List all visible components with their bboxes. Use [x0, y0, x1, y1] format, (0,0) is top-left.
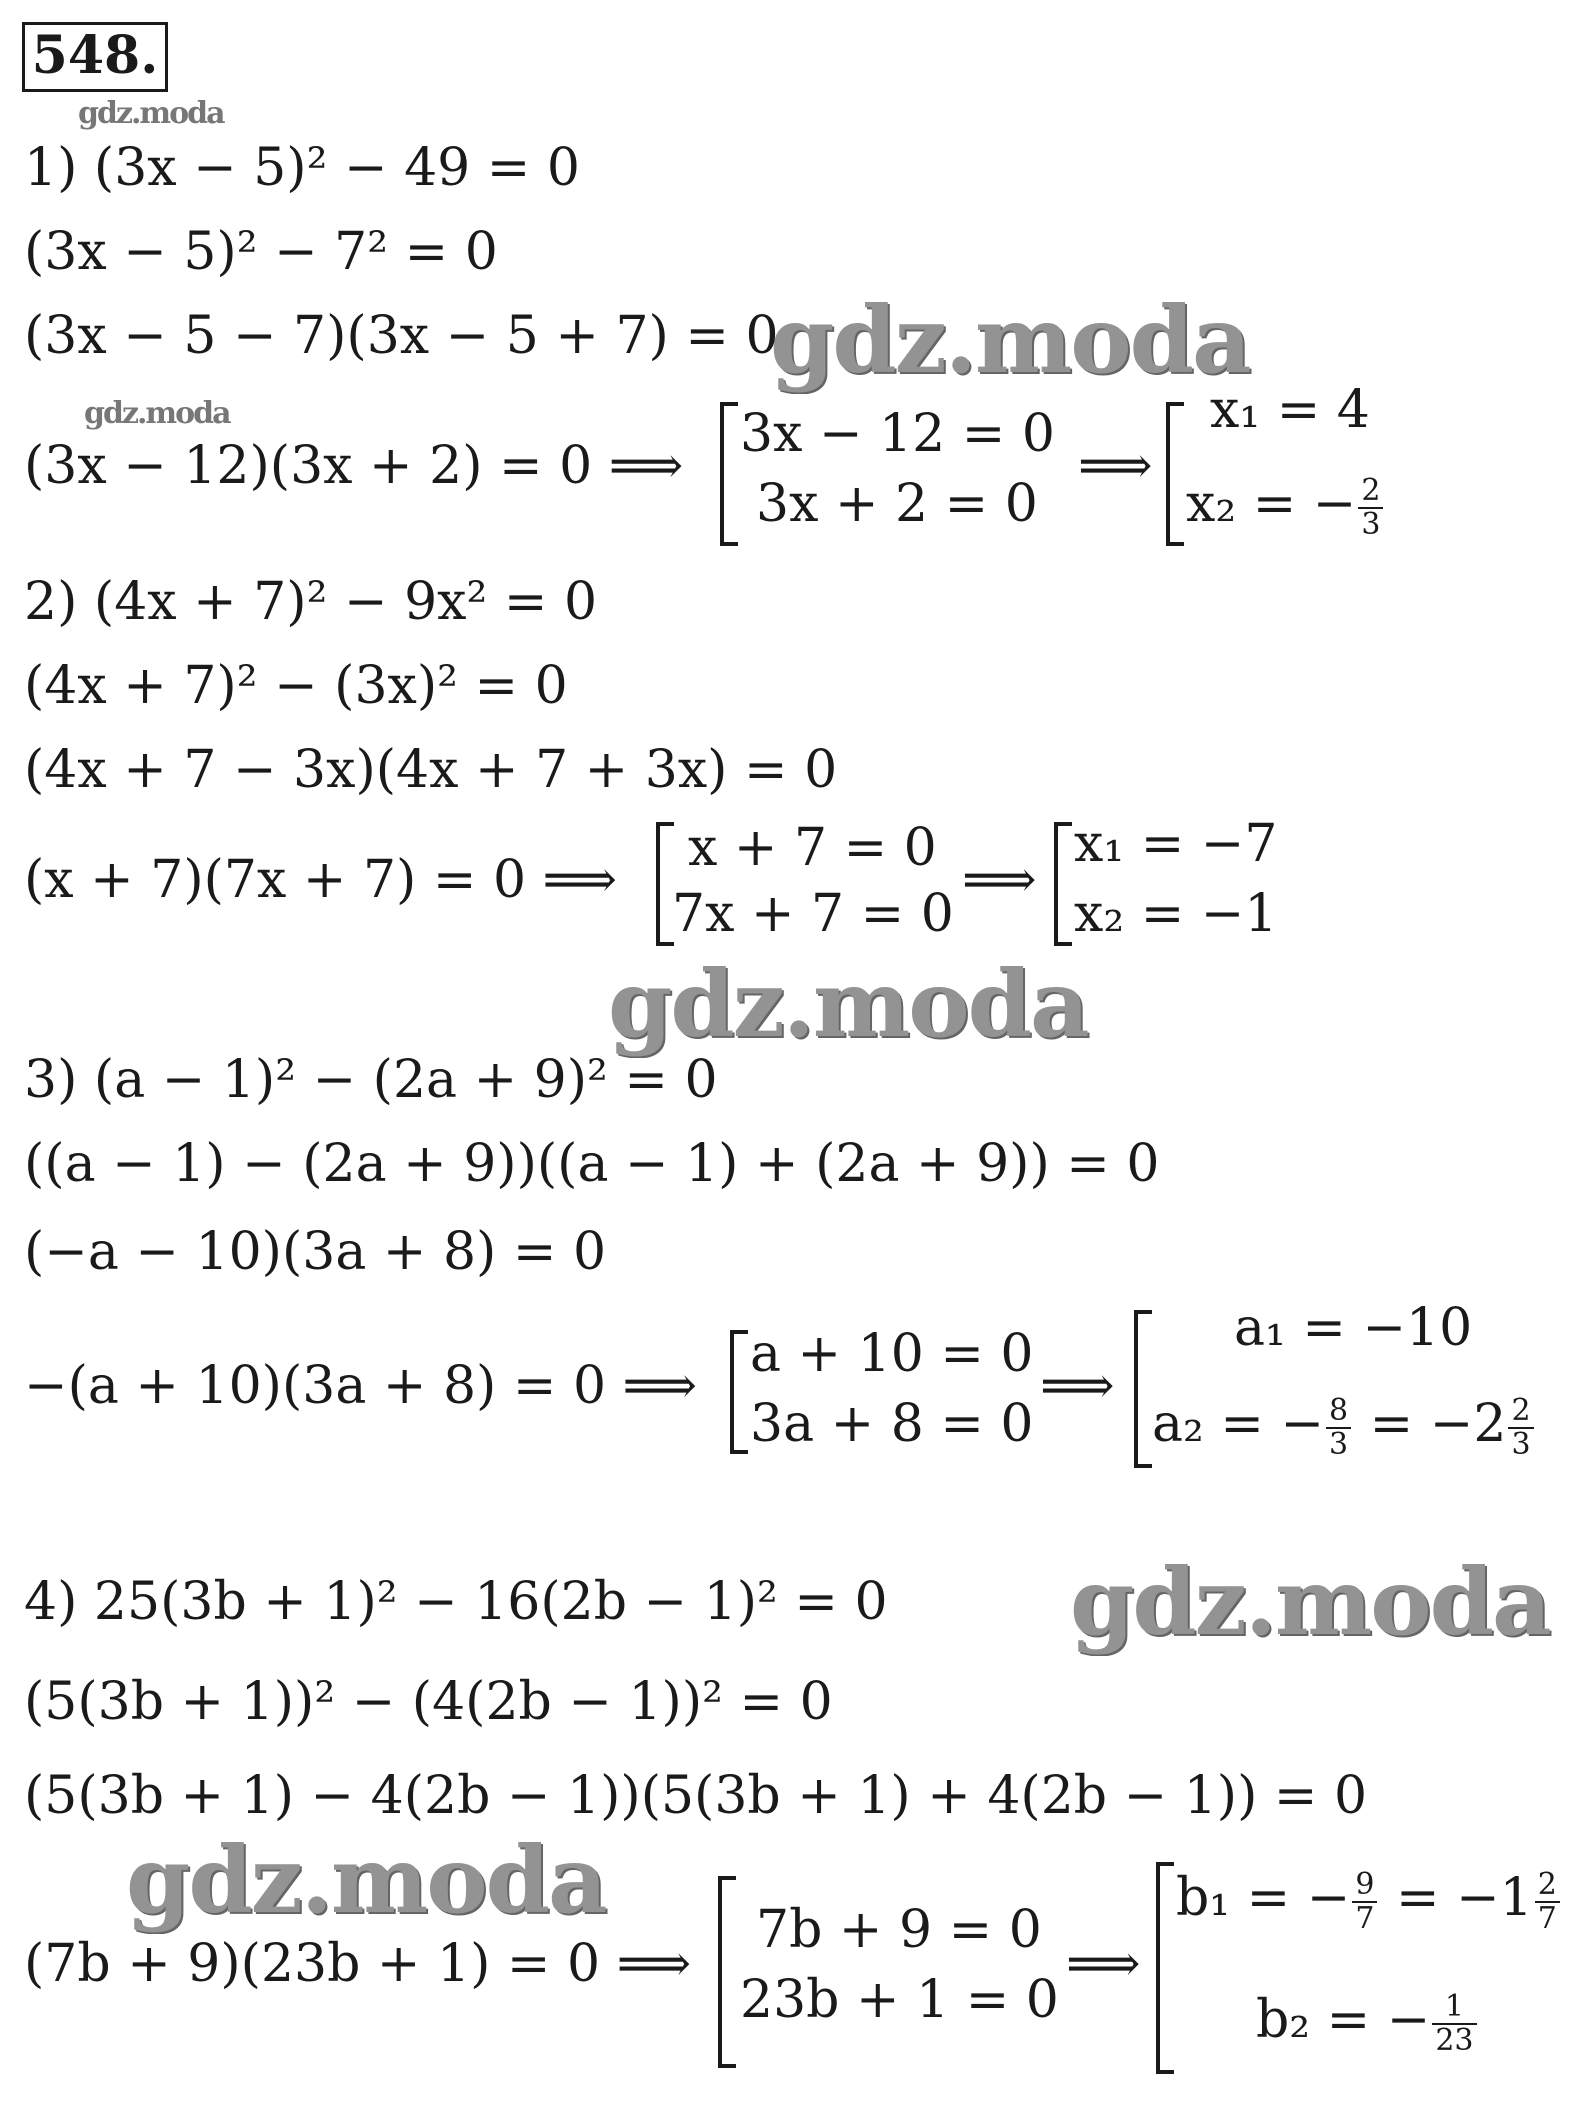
watermark: gdz.moda: [608, 950, 1088, 1058]
part4-system-eq1: 7b + 9 = 0: [756, 1900, 1042, 1960]
system-bracket: [718, 1876, 736, 2068]
problem-number: 548.: [22, 22, 168, 92]
part4-line2: (5(3b + 1))² − (4(2b − 1))² = 0: [24, 1672, 833, 1732]
part2-line3: (4x + 7 − 3x)(4x + 7 + 3x) = 0: [24, 740, 838, 800]
implies-arrow: ⟹: [1078, 436, 1153, 496]
numerator: 2: [1508, 1395, 1533, 1429]
part1-root2: [1186, 474, 1385, 541]
denominator: 3: [1511, 1426, 1531, 1462]
watermark: gdz.moda: [84, 396, 230, 431]
implies-arrow: ⟹: [1040, 1356, 1115, 1416]
part4-system-eq2: 23b + 1 = 0: [740, 1970, 1059, 2030]
part1-root1: x₁ = 4: [1210, 380, 1370, 440]
part4-root1-lead: b₁ = −: [1176, 1868, 1351, 1928]
part2-system-eq1: x + 7 = 0: [688, 818, 937, 878]
denominator: 7: [1355, 1900, 1375, 1936]
part2-line1: 2) (4x + 7)² − 9x² = 0: [24, 572, 598, 632]
part1-root2-lead: x₂ = −: [1186, 474, 1357, 534]
part1-line1: 1) (3x − 5)² − 49 = 0: [24, 138, 580, 198]
part1-line4: (3x − 12)(3x + 2) = 0 ⟹: [24, 436, 684, 496]
part3-root2: [1152, 1394, 1536, 1461]
part4-root1: [1176, 1868, 1562, 1935]
part3-line2: ((a − 1) − (2a + 9))((a − 1) + (2a + 9)) = 0: [24, 1134, 1160, 1194]
part4-line1: 4) 25(3b + 1)² − 16(2b − 1)² = 0: [24, 1572, 888, 1632]
roots-bracket: [1054, 822, 1072, 946]
numerator: 1: [1432, 1991, 1476, 2025]
fraction: [1535, 1866, 1560, 1936]
watermark: gdz.moda: [770, 286, 1250, 394]
system-bracket: [730, 1330, 748, 1454]
part3-root1: a₁ = −10: [1234, 1298, 1473, 1358]
denominator: 7: [1537, 1900, 1557, 1936]
part3-line1: 3) (a − 1)² − (2a + 9)² = 0: [24, 1050, 718, 1110]
denominator: 3: [1361, 506, 1381, 542]
part2-root2: x₂ = −1: [1074, 884, 1278, 944]
part2-system-eq2: 7x + 7 = 0: [672, 884, 954, 944]
fraction: [1358, 472, 1383, 542]
denominator: 23: [1435, 2022, 1474, 2058]
part3-system-eq1: a + 10 = 0: [750, 1324, 1034, 1384]
part4-root2-lead: b₂ = −: [1256, 1990, 1431, 2050]
watermark: gdz.moda: [78, 96, 224, 131]
implies-arrow: ⟹: [962, 850, 1037, 910]
roots-bracket: [1156, 1862, 1174, 2074]
denominator: 3: [1329, 1426, 1349, 1462]
part4-root1-mixed: = −1: [1379, 1868, 1533, 1928]
roots-bracket: [1166, 402, 1184, 546]
system-bracket: [720, 402, 738, 546]
watermark: gdz.moda: [1070, 1548, 1550, 1656]
part4-root2: [1256, 1990, 1479, 2057]
part3-line4: −(a + 10)(3a + 8) = 0 ⟹: [24, 1356, 698, 1416]
part3-line3: (−a − 10)(3a + 8) = 0: [24, 1222, 607, 1282]
roots-bracket: [1134, 1310, 1152, 1468]
part4-line4: (7b + 9)(23b + 1) = 0 ⟹: [24, 1934, 692, 1994]
numerator: 9: [1352, 1869, 1377, 1903]
fraction: [1508, 1392, 1533, 1462]
part1-line2: (3x − 5)² − 7² = 0: [24, 222, 498, 282]
watermark: gdz.moda: [126, 1826, 606, 1934]
implies-arrow: ⟹: [1066, 1934, 1141, 1994]
part3-system-eq2: 3a + 8 = 0: [750, 1394, 1034, 1454]
fraction: [1352, 1866, 1377, 1936]
part2-line4: (x + 7)(7x + 7) = 0 ⟹: [24, 850, 618, 910]
part4-line3: (5(3b + 1) − 4(2b − 1))(5(3b + 1) + 4(2b − 1)) = 0: [24, 1766, 1368, 1826]
fraction: [1326, 1392, 1351, 1462]
part3-root2-mixed: = −2: [1353, 1394, 1507, 1454]
part1-system-eq2: 3x + 2 = 0: [756, 474, 1038, 534]
part1-line3: (3x − 5 − 7)(3x − 5 + 7) = 0: [24, 306, 779, 366]
fraction: [1432, 1988, 1476, 2058]
part2-line2: (4x + 7)² − (3x)² = 0: [24, 656, 568, 716]
numerator: 8: [1326, 1395, 1351, 1429]
numerator: 2: [1535, 1869, 1560, 1903]
numerator: 2: [1358, 475, 1383, 509]
part2-root1: x₁ = −7: [1074, 814, 1278, 874]
part1-system-eq1: 3x − 12 = 0: [740, 404, 1055, 464]
part3-root2-lead: a₂ = −: [1152, 1394, 1325, 1454]
